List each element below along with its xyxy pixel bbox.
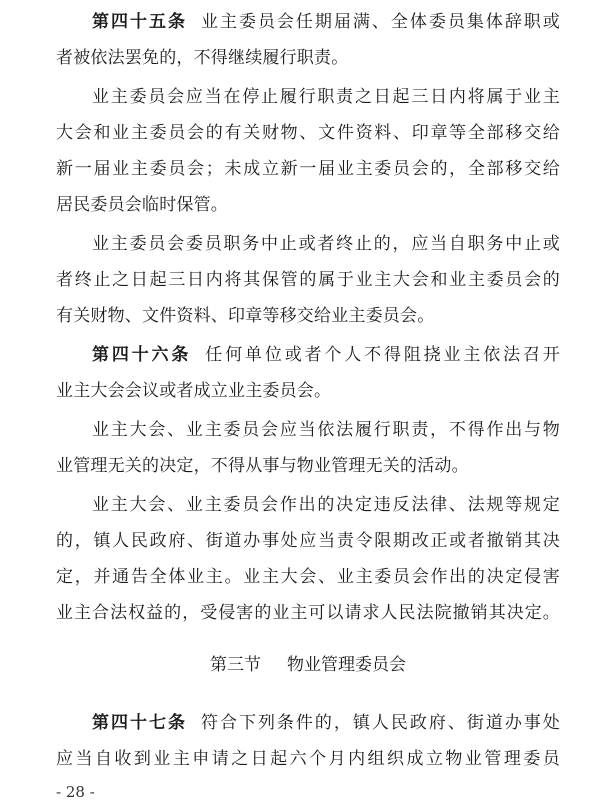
article-47-line-2: 应当自收到业主申请之日起六个月内组织成立物业管理委员 [56, 749, 560, 769]
article-47-line-1: 第四十七条 符合下列条件的，镇人民政府、街道办事处 [92, 713, 561, 733]
article-45-p2-line-4: 居民委员会临时保管。 [56, 195, 228, 215]
article-45-p2-line-2: 大会和业主委员会的有关财物、文件资料、印章等全部移交给 [56, 123, 560, 143]
article-46-p2-line-1: 业主大会、业主委员会应当依法履行职责，不得作出与物 [92, 420, 560, 440]
article-45-p2-line-3: 新一届业主委员会；未成立新一届业主委员会的，全部移交给 [56, 159, 560, 179]
section-title: 物业管理委员会 [287, 655, 406, 675]
article-45-p3-line-2: 者终止之日起三日内将其保管的属于业主大会和业主委员会的 [56, 270, 560, 290]
article-46-p3-line-4: 业主合法权益的，受侵害的业主可以请求人民法院撤销其决定。 [56, 603, 560, 623]
article-46-p3-line-2: 的，镇人民政府、街道办事处应当责令限期改正或者撤销其决 [56, 531, 560, 551]
article-45-line-1: 第四十五条 业主委员会任期届满、全体委员集体辞职或 [92, 12, 561, 32]
section-heading [0, 652, 616, 678]
article-45-title: 第四十五条 [92, 12, 187, 32]
page-number: - 28 - [56, 783, 95, 801]
article-46-p3-line-1: 业主大会、业主委员会作出的决定违反法律、法规等规定 [92, 495, 560, 515]
article-46-p3-line-3: 定，并通告全体业主。业主大会、业主委员会作出的决定侵害 [56, 567, 560, 587]
article-46-p2-line-2: 业管理无关的决定，不得从事与物业管理无关的活动。 [56, 456, 469, 476]
article-46-title: 第四十六条 [92, 345, 192, 365]
article-45-p3-line-3: 有关财物、文件资料、印章等移交给业主委员会。 [56, 306, 435, 326]
article-45-p3-line-1: 业主委员会委员职务中止或者终止的，应当自职务中止或 [92, 234, 560, 254]
section-label: 第三节 [210, 655, 261, 675]
article-46-line-2: 业主大会会议或者成立业主委员会。 [56, 381, 332, 401]
article-45-p2-line-1: 业主委员会应当在停止履行职责之日起三日内将属于业主 [92, 87, 560, 107]
article-47-title: 第四十七条 [92, 713, 187, 733]
article-45-line-2: 者被依法罢免的，不得继续履行职责。 [56, 48, 349, 68]
article-46-line-1: 第四十六条 任何单位或者个人不得阻挠业主依法召开 [92, 345, 561, 365]
